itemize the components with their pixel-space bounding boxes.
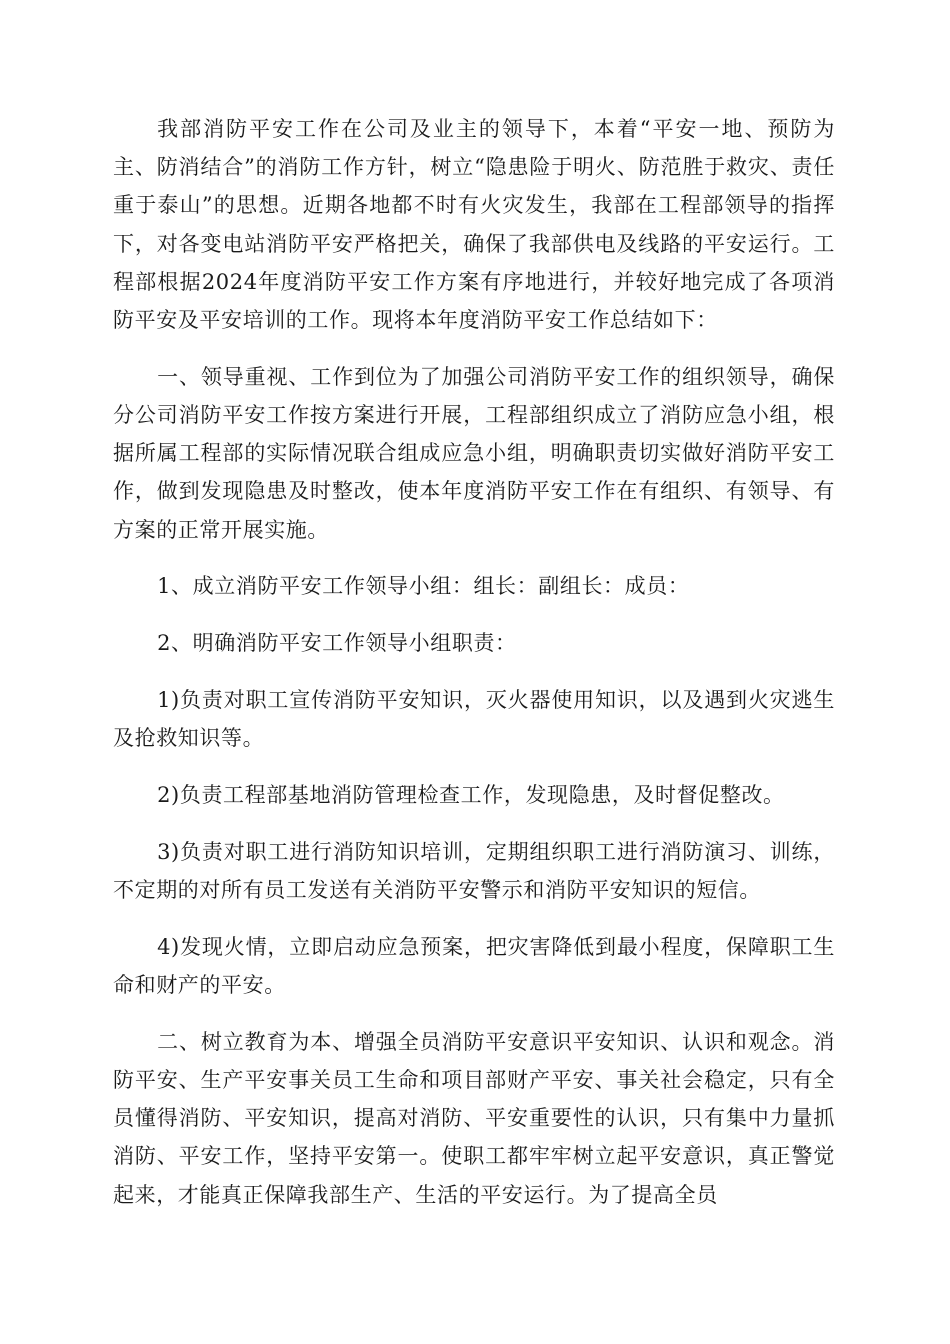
duty-item-3: 3)负责对职工进行消防知识培训，定期组织职工进行消防演习、训练，不定期的对所有员工发送有关消防平安警示和消防平安知识的短信。 (113, 839, 835, 903)
list-item-2: 2、明确消防平安工作领导小组职责： (157, 631, 517, 656)
duty-item-2: 2)负责工程部基地消防管理检查工作，发现隐患，及时督促整改。 (157, 783, 785, 808)
list-item-1: 1、成立消防平安工作领导小组：组长：副组长：成员： (157, 574, 690, 599)
section-two-paragraph: 二、树立教育为本、增强全员消防平安意识平安知识、认识和观念。消防平安、生产平安事关员工生命和项目部财产平安、事关社会稳定，只有全员懂得消防、平安知识，提高对消防、平安重要性的认识，只有集中力量抓消防、平安工作，坚持平安第一。使职工都牢牢树立起平安意识，真正警觉起来，才能真正保障我部生产、生活的平安运行。为了提高全员 (113, 1029, 835, 1207)
intro-paragraph: 我部消防平安工作在公司及业主的领导下，本着“平安一地、预防为主、防消结合”的消防工作方针，树立“隐患险于明火、防范胜于救灾、责任重于泰山”的思想。近期各地都不时有火灾发生，我部在工程部领导的指挥下，对各变电站消防平安严格把关，确保了我部供电及线路的平安运行。工程部根据2024年度消防平安工作方案有序地进行，并较好地完成了各项消防平安及平安培训的工作。现将本年度消防平安工作总结如下： (113, 117, 835, 333)
duty-item-4: 4)发现火情，立即启动应急预案，把灾害降低到最小程度，保障职工生命和财产的平安。 (113, 934, 835, 998)
duty-item-1: 1)负责对职工宣传消防平安知识，灭火器使用知识，以及遇到火灾逃生及抢救知识等。 (113, 688, 835, 751)
document-page (113, 110, 835, 1214)
section-one-paragraph: 一、领导重视、工作到位为了加强公司消防平安工作的组织领导，确保分公司消防平安工作按方案进行开展，工程部组织成立了消防应急小组，根据所属工程部的实际情况联合组成应急小组，明确职责切实做好消防平安工作，做到发现隐患及时整改，使本年度消防平安工作在有组织、有领导、有方案的正常开展实施。 (113, 364, 835, 542)
